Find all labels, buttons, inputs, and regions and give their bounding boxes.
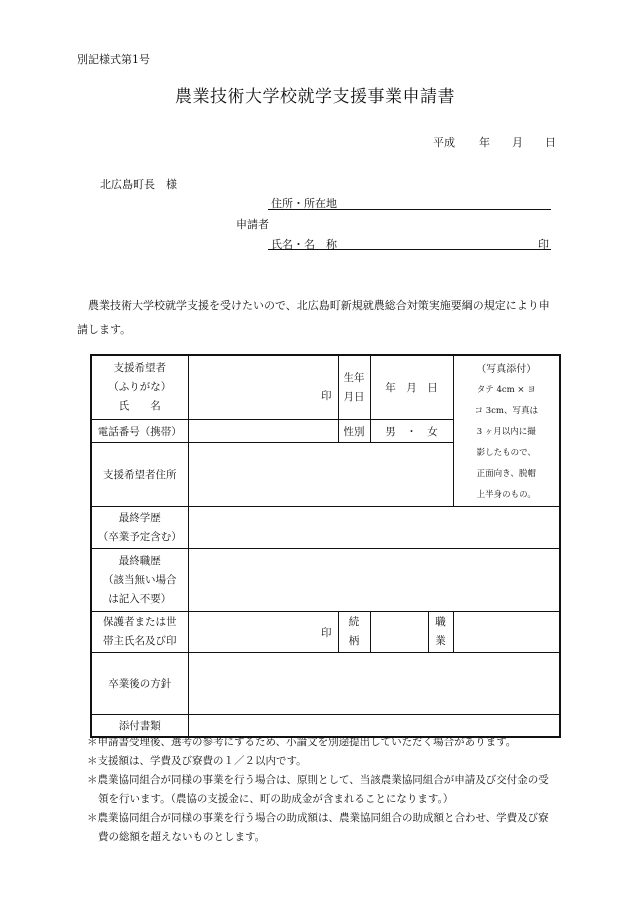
post-graduation-field[interactable]: [188, 653, 560, 715]
phone-label: 電話番号（携帯）: [91, 420, 188, 443]
page-title: 農業技術大学校就学支援事業申請書: [175, 87, 455, 107]
phone-field[interactable]: [188, 420, 338, 443]
post-graduation-label: 卒業後の方針: [91, 653, 188, 715]
guardian-field[interactable]: [188, 612, 338, 653]
name-seal: 印: [538, 238, 549, 251]
job-history-label: 最終職歴 （該当無い場合 は記入不要）: [91, 549, 188, 612]
note-item: ＊農業協同組合が同様の事業を行う場合は、原則として、当該農業協同組合が申請及び交付金の受領を行います。（農協の支援金に、町の助成金が含まれることになります。）: [87, 774, 549, 805]
note-item: ＊申請書受理後、選考の参考にするため、小論文を別途提出していただく場合があります。: [87, 736, 517, 748]
addressee: 北広島町長 様: [100, 178, 177, 191]
relation-label: 続 柄: [338, 612, 370, 653]
sex-field[interactable]: 男 ・ 女: [370, 420, 453, 443]
photo-area[interactable]: （写真添付） タテ 4cm × ヨ コ 3cm、写真は 3 ヶ月以内に撮 影したもので、 正面向き、脱帽 上半身のもの。: [453, 355, 560, 507]
date-day: 日: [545, 136, 556, 149]
applicant-name-field[interactable]: [188, 355, 338, 420]
education-field[interactable]: [188, 507, 560, 549]
applicant-address-field[interactable]: [188, 443, 453, 507]
address-line[interactable]: [268, 209, 551, 210]
application-statement: 農業技術大学校就学支援を受けたいので、北広島町新規就農総合対策実施要綱の規定により申請します。: [77, 299, 550, 336]
form-number: 別記様式第1号: [77, 53, 150, 66]
application-form-table: [90, 354, 561, 738]
date-month: 月: [512, 136, 523, 149]
note-item: ＊支援額は、学費及び寮費の１／２以内です。: [87, 755, 307, 767]
guardian-label: 保護者または世 帯主氏名及び印: [91, 612, 188, 653]
birth-date-field[interactable]: 年 月 日: [370, 355, 453, 420]
job-history-field[interactable]: [188, 549, 560, 612]
applicant-name-label: 支援希望者 （ふりがな） 氏 名: [91, 355, 188, 420]
birth-label: 生年 月日: [338, 355, 370, 420]
name-line[interactable]: [268, 249, 551, 250]
attachments-label: 添付書類: [91, 715, 188, 737]
address-label: 住所・所在地: [271, 197, 337, 210]
date-era: 平成: [433, 136, 455, 149]
guardian-seal: 印: [321, 626, 332, 639]
relation-field[interactable]: [370, 612, 428, 653]
seal-mark: 印: [321, 390, 332, 403]
occupation-label: 職 業: [428, 612, 453, 653]
notes: [87, 733, 557, 847]
date-year: 年: [479, 136, 490, 149]
applicant-address-label: 支援希望者住所: [91, 443, 188, 507]
applicant-label: 申請者: [236, 218, 269, 231]
name-label: 氏名・名 称: [271, 238, 337, 251]
note-item: ＊農業協同組合が同様の事業を行う場合の助成額は、農業協同組合の助成額と合わせ、学費及び寮費の総額を超えないものとします。: [87, 812, 549, 843]
education-label: 最終学歴 （卒業予定含む）: [91, 507, 188, 549]
sex-label: 性別: [338, 420, 370, 443]
occupation-field[interactable]: [453, 612, 560, 653]
